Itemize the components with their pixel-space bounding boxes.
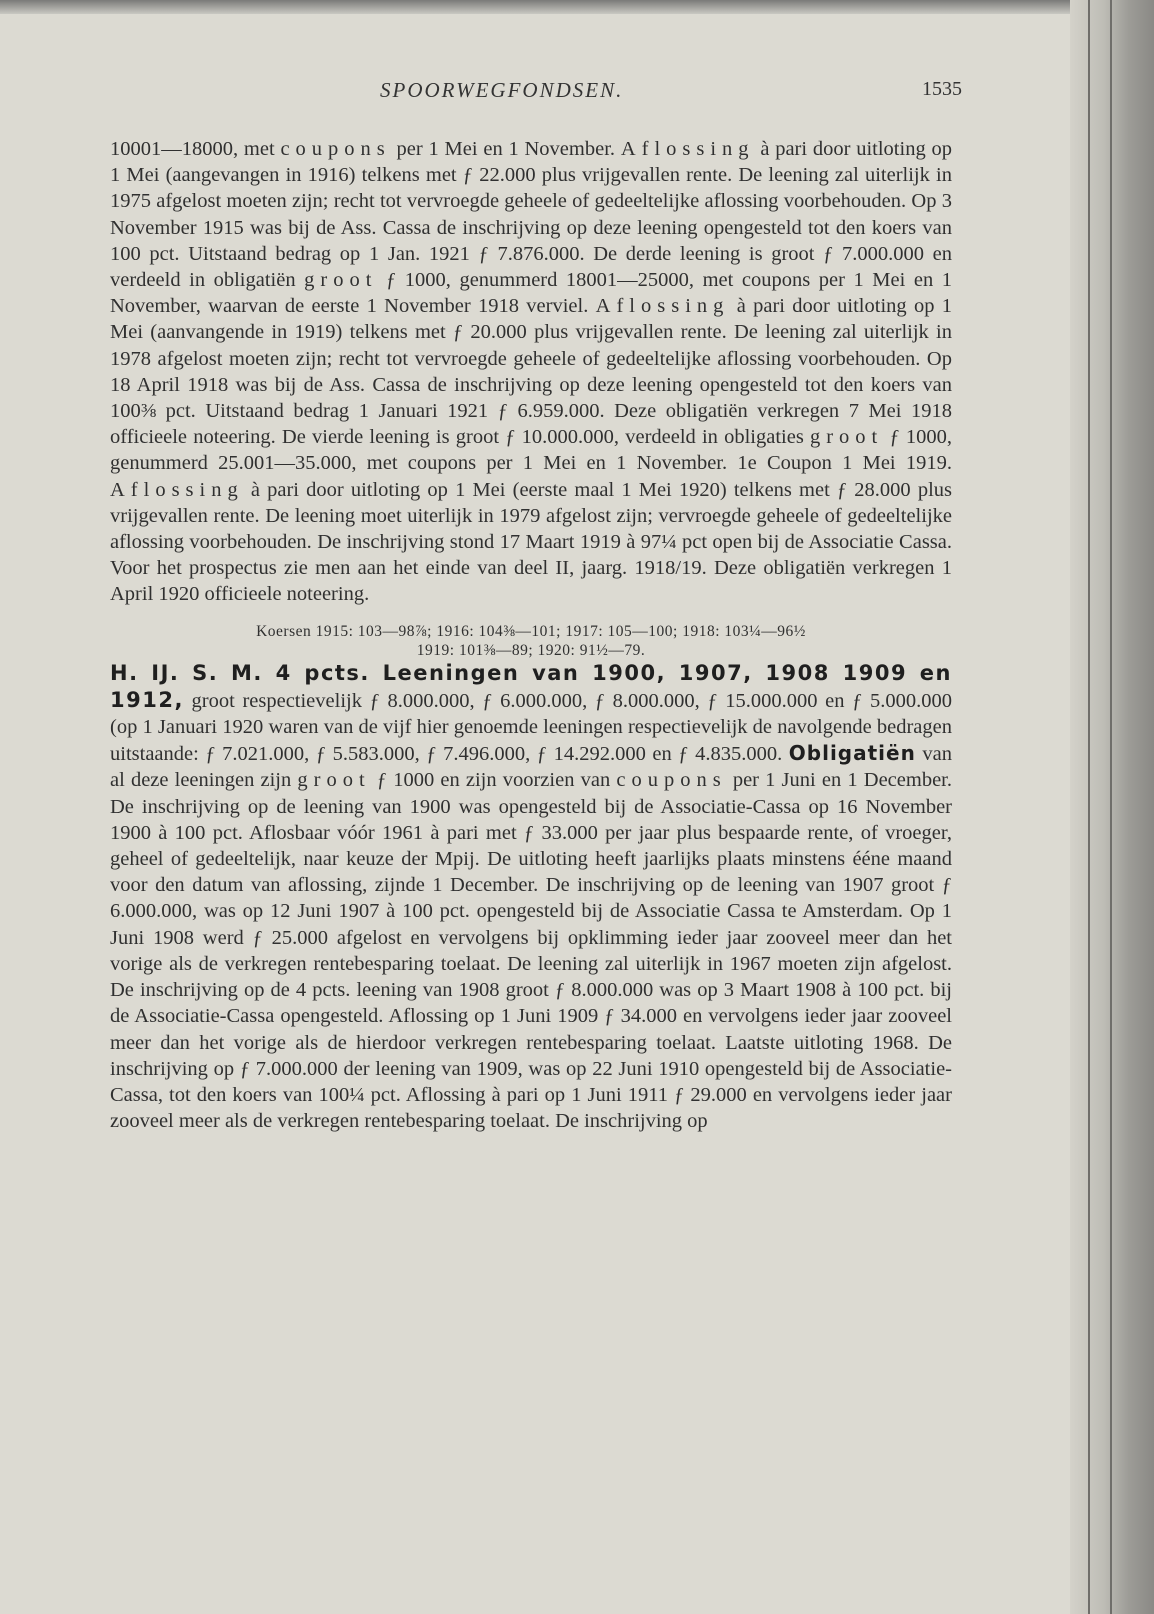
paragraph-hysm-loans [110, 660, 952, 1135]
paragraph-third-fourth-loans [110, 136, 952, 608]
price-history-line: 1919: 101⅜—89; 1920: 91½—79. [416, 641, 646, 659]
spaced-term: Aflossing [595, 295, 730, 318]
spaced-term: groot [809, 426, 884, 449]
text-run: groot respectievelijk ƒ 8.000.000, ƒ 6.000.000, ƒ 8.000.000, ƒ 15.000.000 en ƒ 5.000.000 (op 1 Januari 1920 waren van de vijf hier genoemde leeningen respectievelijk de navolgende bedragen uitstaande: ƒ 7.021.000, ƒ 5.583.000, ƒ 7.496.000, ƒ 14.292.000 en ƒ 4.835.000. [110, 689, 952, 766]
text-run: 10001—18000, met [110, 138, 281, 160]
text-run: ƒ 1000, genummerd 18001—25000, met coupons per 1 Mei en 1 November, waarvan de eerste 1 November 1918 verviel. [110, 269, 953, 318]
price-history-line: Koersen 1915: 103—98⅞; 1916: 104⅜—101; 1917: 105—100; 1918: 103¼—96½ [256, 622, 806, 640]
spaced-term: Aflossing [620, 138, 755, 160]
page-number: 1535 [922, 78, 962, 100]
spaced-term: coupons [616, 769, 727, 792]
text-run: à pari door uitloting op 1 Mei (aanvangende in 1919) telkens met ƒ 20.000 plus vrijgevallen rente. De leening zal uiterlijk in 1978 afgelost moeten zijn; recht tot vervroegde geheele of gedeeltelijke aflossing voorbehouden. Op 18 April 1918 was bij de Ass. Cassa de inschrijving op deze leening opengesteld tot den koers van 100⅜ pct. Uitstaand bedrag 1 Januari 1921 ƒ 6.959.000. Deze obligatiën verkregen 7 Mei 1918 officieele noteering. De vierde leening is groot ƒ 10.000.000, verdeeld in obligaties [110, 295, 952, 449]
text-run: à pari door uitloting op 1 Mei (eerste maal 1 Mei 1920) telkens met ƒ 28.000 plus vrijgevallen rente. De leening moet uiterlijk in 1979 afgelost zijn; vervroegde geheele of gedeeltelijke aflossing voorbehouden. De inschrijving stond 17 Maart 1919 à 97¼ pct open bij de Associatie Cassa. Voor het prospectus zie men aan het einde van deel II, jaarg. 1918/19. Deze obligatiën verkregen 1 April 1920 officieele noteering. [110, 478, 952, 606]
text-run: van al deze leeningen zijn [110, 743, 952, 792]
scan-edge-line [1110, 0, 1112, 1614]
running-title: SPOORWEGFONDSEN. [380, 78, 624, 102]
spaced-term: Aflossing [110, 478, 244, 501]
text-run: per 1 Mei en 1 November. [390, 138, 621, 160]
text-run: ƒ 1000, genummerd 25.001—35.000, met coupons per 1 Mei en 1 November. 1e Coupon 1 Mei 1919. [110, 426, 953, 475]
spaced-term: groot [304, 269, 378, 292]
price-history [110, 622, 952, 660]
page-header [110, 78, 962, 108]
text-run: per 1 Juni en 1 December. De inschrijving op de leening van 1900 was opengesteld bij de Associatie-Cassa op 16 November 1900 à 100 pct. Aflosbaar vóór 1961 à pari met ƒ 33.000 per jaar plus bespaarde rente, of vroeger, geheel of gedeeltelijk, naar keuze der Mpij. De uitloting heeft jaarlijks plaats minstens ééne maand voor den datum van aflossing, zijnde 1 December. De inschrijving op de leening van 1907 groot ƒ 6.000.000, was op 12 Juni 1907 à 100 pct. opengesteld bij de Associatie Cassa te Amsterdam. Op 1 Juni 1908 werd ƒ 25.000 afgelost en vervolgens bij opklimming ieder jaar zooveel meer dan het vorige als de verkregen rentebesparing toelaat. De leening zal uiterlijk in 1967 moeten zijn afgelost. De inschrijving op de 4 pcts. leening van 1908 groot ƒ 8.000.000 was op 3 Maart 1908 à 100 pct. bij de Associatie-Cassa opengesteld. Aflossing op 1 Juni 1909 ƒ 34.000 en vervolgens ieder jaar zooveel meer dan het vorige als de hierdoor verkregen rentebesparing toelaat. Laatste uitloting 1968. De inschrijving op ƒ 7.000.000 der leening van 1909, was op 22 Juni 1910 opengesteld bij de Associatie-Cassa, tot den koers van 100¼ pct. Aflossing à pari op 1 Juni 1911 ƒ 29.000 en vervolgens ieder jaar zooveel meer als de verkregen rentebesparing toelaat. De inschrijving op [110, 769, 952, 1133]
text-run: à pari door uitloting op 1 Mei (aangevangen in 1916) telkens met ƒ 22.000 plus vrijgevallen rente. De leening zal uiterlijk in 1975 afgelost moeten zijn; recht tot vervroegde geheele of gedeeltelijke aflossing voorbehouden. Op 3 November 1915 was bij de Ass. Cassa de inschrijving op deze leening opengesteld tot den koers van 100 pct. Uitstaand bedrag op 1 Jan. 1921 ƒ 7.876.000. De derde leening is groot ƒ 7.000.000 en verdeeld in obligatiën [110, 138, 952, 292]
bold-term: Obligatiën [788, 741, 916, 766]
spaced-term: coupons [280, 138, 391, 160]
text-run: ƒ 1000 en zijn voorzien van [370, 769, 617, 792]
page-body [110, 136, 952, 1134]
section-heading: H. IJ. S. M. 4 pcts. Leeningen van 1900, 1907, 1908 1909 en 1912, [110, 660, 952, 712]
scan-right-edge [1070, 0, 1154, 1614]
scan-edge-line [1088, 0, 1090, 1614]
spaced-term: groot [297, 769, 371, 792]
